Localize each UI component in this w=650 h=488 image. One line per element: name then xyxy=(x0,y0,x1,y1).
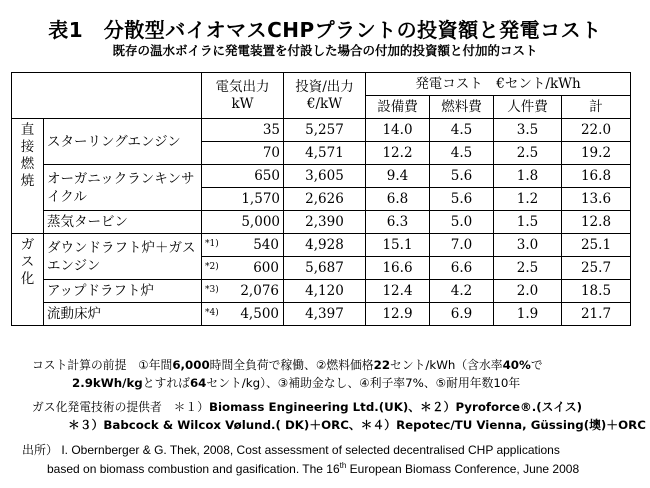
invest-cell: 4,120 xyxy=(284,280,366,303)
invest-cell: 4,571 xyxy=(284,142,366,165)
power-cell: *4) 4,500 xyxy=(202,303,284,326)
total-cell: 18.5 xyxy=(562,280,631,303)
category-gasification: ガス化 xyxy=(12,234,44,326)
tech-cell: ダウンドラフト炉＋ガスエンジン xyxy=(44,234,202,280)
source-line-2: based on biomass combustion and gasification. The 16th European Biomass Conference, June 2008 xyxy=(47,461,580,476)
header-total: 計 xyxy=(562,96,631,119)
provider-line-2: ＊３）Babcock & Wilcox Vølund.( DK)＋ORC、＊４）Repotec/TU Vienna, Güssing(墺)＋ORC xyxy=(68,418,646,432)
total-cell: 21.7 xyxy=(562,303,631,326)
power-cell: *3) 2,076 xyxy=(202,280,284,303)
total-cell: 13.6 xyxy=(562,188,631,211)
invest-cell: 4,397 xyxy=(284,303,366,326)
table-row xyxy=(12,211,631,234)
cost-table xyxy=(11,72,631,326)
equip-cell: 12.9 xyxy=(366,303,430,326)
equip-cell: 9.4 xyxy=(366,165,430,188)
labor-cell: 2.5 xyxy=(494,257,562,280)
footnote-mark: *4) xyxy=(205,308,219,318)
labor-cell: 2.5 xyxy=(494,142,562,165)
tech-cell: 流動床炉 xyxy=(44,303,202,326)
fuel-cell: 4.5 xyxy=(430,119,494,142)
labor-cell: 1.9 xyxy=(494,303,562,326)
equip-cell: 6.3 xyxy=(366,211,430,234)
fuel-cell: 5.6 xyxy=(430,165,494,188)
table-row xyxy=(12,165,631,188)
table-row xyxy=(12,303,631,326)
equip-cell: 16.6 xyxy=(366,257,430,280)
header-invest: 投資/出力 €/kW xyxy=(284,73,366,119)
header-cost-group: 発電コスト €セント/kWh xyxy=(366,73,631,96)
invest-cell: 5,257 xyxy=(284,119,366,142)
equip-cell: 15.1 xyxy=(366,234,430,257)
header-labor: 人件費 xyxy=(494,96,562,119)
equip-cell: 6.8 xyxy=(366,188,430,211)
invest-cell: 2,626 xyxy=(284,188,366,211)
footnote-mark: *1) xyxy=(205,239,219,249)
table-row xyxy=(12,234,631,257)
invest-cell: 3,605 xyxy=(284,165,366,188)
tech-cell: スターリングエンジン xyxy=(44,119,202,165)
header-equipment: 設備費 xyxy=(366,96,430,119)
page-subtitle: 既存の温水ボイラに発電装置を付設した場合の付加的投資額と付加的コスト xyxy=(112,43,538,58)
labor-cell: 1.8 xyxy=(494,165,562,188)
header-power: 電気出力 kW xyxy=(202,73,284,119)
total-cell: 12.8 xyxy=(562,211,631,234)
labor-cell: 1.2 xyxy=(494,188,562,211)
fuel-cell: 6.9 xyxy=(430,303,494,326)
table-row xyxy=(12,119,631,142)
labor-cell: 2.0 xyxy=(494,280,562,303)
labor-cell: 3.5 xyxy=(494,119,562,142)
total-cell: 25.1 xyxy=(562,234,631,257)
total-cell: 16.8 xyxy=(562,165,631,188)
fuel-cell: 7.0 xyxy=(430,234,494,257)
table-row xyxy=(12,280,631,303)
tech-cell: アップドラフト炉 xyxy=(44,280,202,303)
footnote-mark: *3) xyxy=(205,285,219,295)
labor-cell: 1.5 xyxy=(494,211,562,234)
premise-line-1: コスト計算の前提 ①年間6,000時間全負荷で稼働、②燃料価格22セント/kWh（含水率40%で xyxy=(32,358,543,372)
category-direct: 直接燃焼 xyxy=(12,119,44,234)
fuel-cell: 4.5 xyxy=(430,142,494,165)
premise-line-2: 2.9kWh/kgとすれば64セント/kg）、③補助金なし、④利子率7%、⑤耐用年数10年 xyxy=(72,376,521,390)
equip-cell: 12.4 xyxy=(366,280,430,303)
power-cell: *1) 540 xyxy=(202,234,284,257)
invest-cell: 5,687 xyxy=(284,257,366,280)
footnote-mark: *2) xyxy=(205,262,219,272)
provider-line-1: ガス化発電技術の提供者 ＊１）Biomass Engineering Ltd.(UK)、＊２）Pyroforce®.(スイス) xyxy=(32,400,583,414)
page-title: 表1 分散型バイオマスCHPプラントの投資額と発電コスト xyxy=(48,18,602,42)
invest-cell: 2,390 xyxy=(284,211,366,234)
equip-cell: 14.0 xyxy=(366,119,430,142)
labor-cell: 3.0 xyxy=(494,234,562,257)
source-line-1: 出所） I. Obernberger & G. Thek, 2008, Cost assessment of selected decentralised CHP applications xyxy=(22,443,560,457)
power-cell: *2) 600 xyxy=(202,257,284,280)
total-cell: 19.2 xyxy=(562,142,631,165)
header-fuel: 燃料費 xyxy=(430,96,494,119)
total-cell: 25.7 xyxy=(562,257,631,280)
power-cell: 70 xyxy=(202,142,284,165)
fuel-cell: 5.6 xyxy=(430,188,494,211)
power-cell: 5,000 xyxy=(202,211,284,234)
fuel-cell: 5.0 xyxy=(430,211,494,234)
tech-cell: オーガニックランキンサイクル xyxy=(44,165,202,211)
equip-cell: 12.2 xyxy=(366,142,430,165)
power-cell: 650 xyxy=(202,165,284,188)
power-cell: 35 xyxy=(202,119,284,142)
fuel-cell: 4.2 xyxy=(430,280,494,303)
fuel-cell: 6.6 xyxy=(430,257,494,280)
total-cell: 22.0 xyxy=(562,119,631,142)
tech-cell: 蒸気タービン xyxy=(44,211,202,234)
header-blank xyxy=(12,73,202,119)
power-cell: 1,570 xyxy=(202,188,284,211)
invest-cell: 4,928 xyxy=(284,234,366,257)
